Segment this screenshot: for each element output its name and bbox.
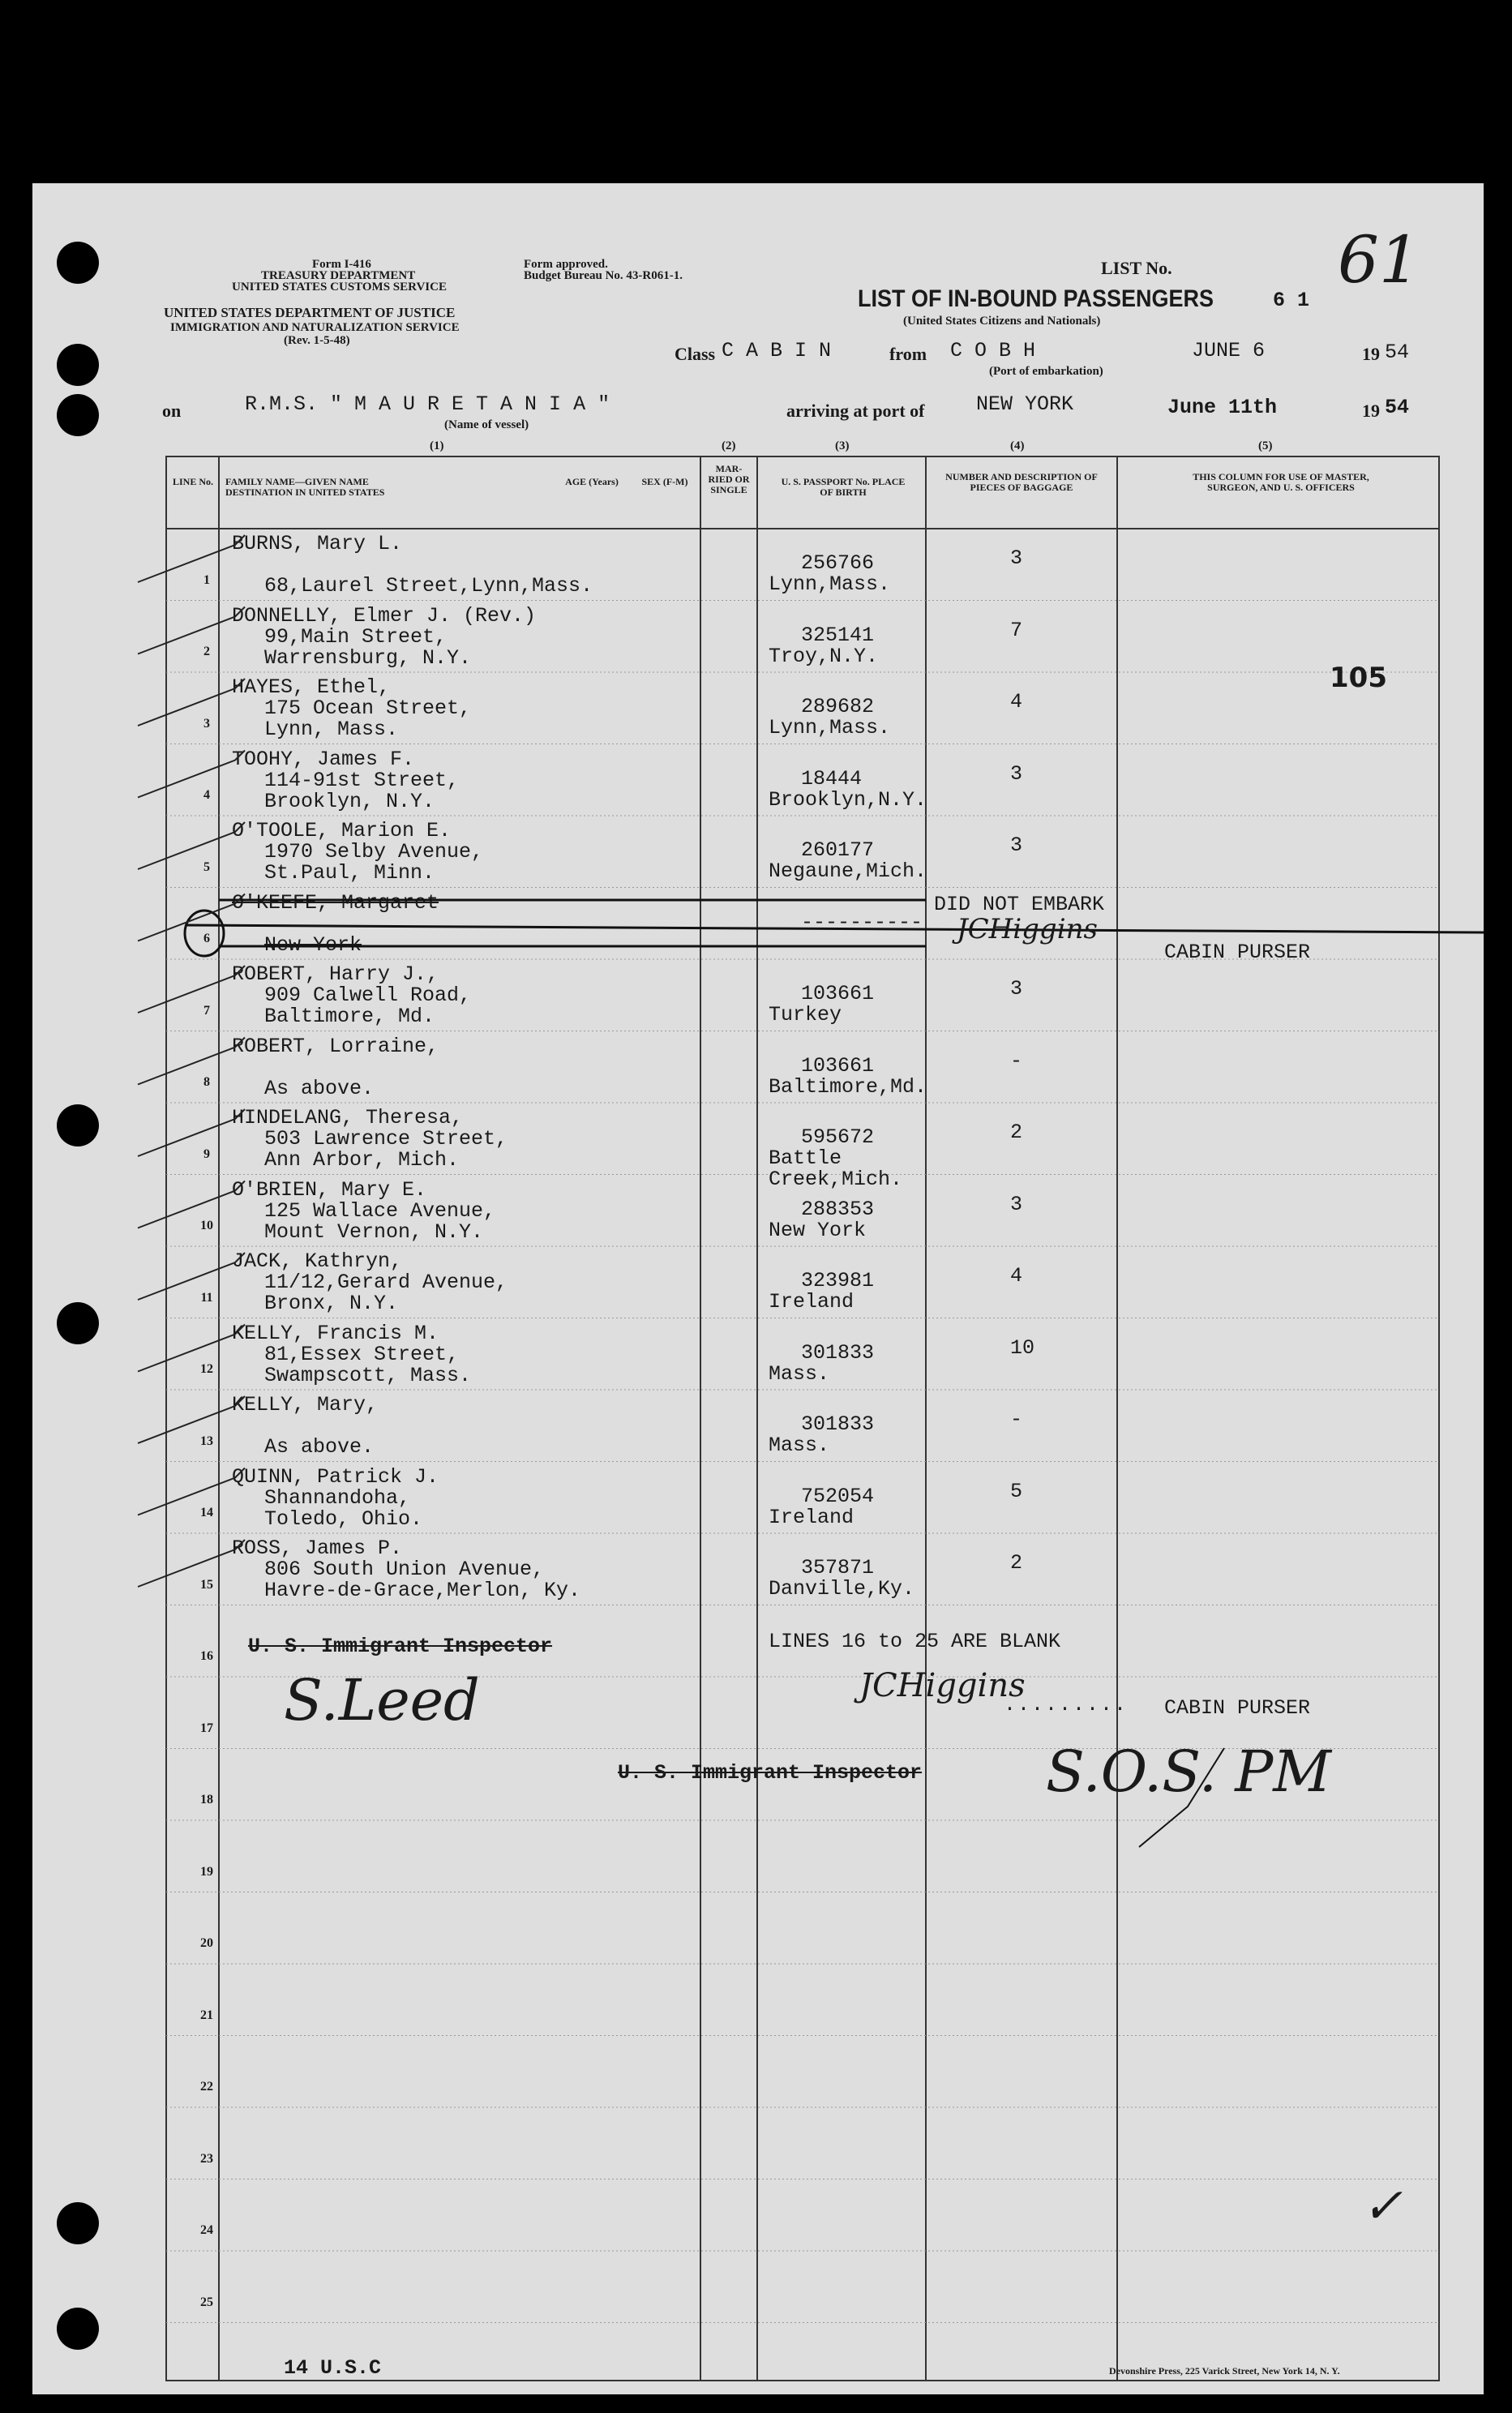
- line-number: 15: [200, 1577, 213, 1592]
- blank-lines-note: LINES 16 to 25 ARE BLANK: [769, 1630, 1061, 1653]
- manifest-page: [32, 183, 1484, 2394]
- passenger-address-line-1: 125 Wallace Avenue,: [264, 1198, 496, 1223]
- passport-number: 301833: [801, 1412, 875, 1436]
- baggage-count: 4: [1010, 690, 1023, 714]
- header-passport: U. S. PASSPORT No. PLACE OF BIRTH: [781, 476, 906, 498]
- passenger-address-line-2: Lynn, Mass.: [264, 718, 399, 741]
- arrival-year: 54: [1385, 396, 1410, 419]
- tick-stroke: [138, 822, 245, 869]
- place-of-birth: Battle Creek,Mich.: [769, 1146, 903, 1191]
- year-prefix: 19: [1362, 344, 1380, 364]
- annotation-marks: [32, 183, 1484, 2394]
- baggage-count: 3: [1010, 977, 1023, 1001]
- passenger-address-line-1: 1970 Selby Avenue,: [264, 840, 484, 864]
- line-number: 3: [203, 716, 210, 731]
- baggage-count: 10: [1010, 1335, 1035, 1360]
- line-number: 6: [203, 932, 210, 945]
- passport-number: 289682: [801, 695, 875, 718]
- passenger-name: O'BRIEN, Mary E.: [232, 1177, 427, 1202]
- place-of-birth: Ireland: [769, 1290, 855, 1314]
- passport-number: 103661: [801, 982, 875, 1005]
- baggage-count: 3: [1010, 546, 1023, 570]
- passenger-address-line-2: Baltimore, Md.: [264, 1005, 435, 1028]
- vessel-caption: (Name of vessel): [444, 418, 529, 431]
- line-number: 25: [200, 2295, 213, 2309]
- header-officers: THIS COLUMN FOR USE OF MASTER, SURGEON, AND U. S. OFFICERS: [1193, 471, 1369, 493]
- passenger-name: ROBERT, Lorraine,: [232, 1034, 439, 1058]
- place-of-birth: Troy,N.Y.: [769, 644, 879, 668]
- signature-dots: .........: [1004, 1693, 1129, 1717]
- line-number: 17: [200, 1721, 213, 1735]
- baggage-count: 3: [1010, 834, 1023, 857]
- passport-number: 752054: [801, 1484, 875, 1508]
- on-label: on: [162, 401, 182, 421]
- class-value: C A B I N: [722, 339, 832, 362]
- passenger-address-line-2: Havre-de-Grace,Merlon, Ky.: [264, 1579, 581, 1602]
- passenger-name: ROSS, James P.: [232, 1537, 403, 1560]
- tick-stroke: [138, 607, 245, 654]
- footer-code: 14 U.S.C: [284, 2356, 382, 2380]
- line-number: 20: [200, 1936, 213, 1950]
- baggage-count: DID NOT EMBARK: [934, 892, 1105, 916]
- tick-stroke: [138, 679, 245, 726]
- cabin-purser-label-2: CABIN PURSER: [1164, 1696, 1311, 1720]
- passenger-name: JACK, Kathryn,: [232, 1249, 403, 1273]
- place-of-birth: Negaune,Mich.: [769, 859, 927, 883]
- passport-number: 595672: [801, 1125, 875, 1149]
- inspector-signature-2: S.O.S. PM: [1046, 1738, 1331, 1805]
- col-num-3: (3): [835, 439, 850, 452]
- arrival-date: June 11th: [1167, 396, 1278, 419]
- passenger-name: HAYES, Ethel,: [232, 675, 391, 699]
- passenger-address-line-1: 909 Calwell Road,: [264, 984, 472, 1007]
- line-number: 14: [200, 1506, 213, 1519]
- place-of-birth: Danville,Ky.: [769, 1577, 915, 1601]
- passport-number: 301833: [801, 1340, 875, 1365]
- baggage-count: 7: [1010, 618, 1023, 642]
- header-sex: SEX (F-M): [641, 476, 688, 487]
- header-name: FAMILY NAME—GIVEN NAME DESTINATION IN UNITED STATES: [225, 476, 385, 498]
- inspector-label-2: U. S. Immigrant Inspector: [618, 1761, 923, 1785]
- passenger-name: HINDELANG, Theresa,: [232, 1106, 464, 1129]
- place-of-birth: Mass.: [769, 1361, 830, 1386]
- passenger-name: KELLY, Mary,: [232, 1393, 379, 1417]
- line-number: 9: [203, 1146, 210, 1161]
- passport-number: ----------: [801, 910, 923, 934]
- passenger-address-line-2: Toledo, Ohio.: [264, 1507, 423, 1531]
- line-number: 16: [200, 1649, 213, 1663]
- baggage-count: 2: [1010, 1551, 1023, 1575]
- passport-number: 256766: [801, 551, 875, 575]
- passenger-name: ROBERT, Harry J.,: [232, 962, 439, 986]
- list-no-value: 6 1: [1273, 289, 1310, 312]
- purser-signature-2: JCHiggins: [859, 1667, 1026, 1704]
- passenger-name: TOOHY, James F.: [232, 747, 415, 771]
- passenger-name: KELLY, Francis M.: [232, 1321, 439, 1345]
- line-number: 7: [203, 1003, 210, 1018]
- budget-bureau: Budget Bureau No. 43-R061-1.: [524, 269, 683, 282]
- line-number: 23: [200, 2151, 213, 2166]
- vessel-name: R.M.S. " M A U R E T A N I A ": [245, 392, 610, 416]
- passenger-address-line-2: Ann Arbor, Mich.: [264, 1148, 460, 1172]
- baggage-count: 4: [1010, 1264, 1023, 1288]
- printer-imprint: Devonshire Press, 225 Varick Street, New York 14, N. Y.: [1109, 2365, 1340, 2377]
- strikethrough-line: [186, 925, 1484, 932]
- line-number: 12: [200, 1362, 213, 1376]
- passenger-name: DONNELLY, Elmer J. (Rev.): [232, 603, 537, 628]
- place-of-birth: Lynn,Mass.: [769, 572, 891, 596]
- form-number: Form I-416: [312, 258, 371, 271]
- passenger-name: QUINN, Patrick J.: [232, 1464, 439, 1489]
- passenger-address-line-2: New York: [264, 932, 362, 957]
- tick-stroke: [138, 1253, 245, 1300]
- place-of-birth: Ireland: [769, 1505, 855, 1529]
- passenger-address-line-1: 175 Ocean Street,: [264, 696, 472, 720]
- passport-number: 103661: [801, 1053, 875, 1078]
- form-approved: Form approved.: [524, 258, 608, 271]
- header-baggage: NUMBER AND DESCRIPTION OF PIECES OF BAGGAGE: [945, 471, 1098, 493]
- baggage-count: 2: [1010, 1121, 1023, 1144]
- line-number: 13: [200, 1434, 213, 1448]
- line-number: 24: [200, 2223, 213, 2237]
- line-number: 10: [200, 1219, 213, 1232]
- tick-stroke: [138, 535, 245, 582]
- tick-stroke: [138, 1468, 245, 1515]
- passport-number: 288353: [801, 1197, 875, 1221]
- baggage-count: 3: [1010, 1192, 1023, 1216]
- passenger-address-line-2: 68,Laurel Street,Lynn,Mass.: [264, 574, 593, 598]
- embark-date: JUNE 6: [1192, 339, 1266, 362]
- passenger-address-line-1: Shannandoha,: [264, 1485, 411, 1510]
- tick-stroke: [138, 1540, 245, 1587]
- passenger-address-line-1: 81,Essex Street,: [264, 1342, 460, 1366]
- baggage-count: -: [1010, 1408, 1023, 1431]
- tick-stroke: [138, 1109, 245, 1156]
- passenger-address-line-1: 99,Main Street,: [264, 624, 448, 649]
- line-number: 2: [203, 645, 210, 658]
- place-of-birth: Turkey: [769, 1003, 842, 1026]
- place-of-birth: Lynn,Mass.: [769, 716, 891, 739]
- passenger-address-line-1: 114-91st Street,: [264, 768, 460, 792]
- ins-name: IMMIGRATION AND NATURALIZATION SERVICE: [170, 321, 460, 334]
- baggage-count: 5: [1010, 1479, 1023, 1503]
- dept-justice: UNITED STATES DEPARTMENT OF JUSTICE: [164, 305, 456, 320]
- passenger-address-line-2: Bronx, N.Y.: [264, 1292, 399, 1315]
- col-num-2: (2): [722, 439, 736, 452]
- tick-stroke: [138, 751, 245, 798]
- purser-signature: JCHiggins: [957, 913, 1098, 945]
- line-number: 8: [203, 1075, 210, 1089]
- passenger-address-line-2: St.Paul, Minn.: [264, 861, 435, 885]
- place-of-birth: Mass.: [769, 1434, 830, 1457]
- place-of-birth: New York: [769, 1218, 867, 1242]
- dept-treasury: TREASURY DEPARTMENT: [261, 269, 416, 282]
- passport-number: 323981: [801, 1269, 875, 1292]
- header-age: AGE (Years): [565, 476, 619, 487]
- col-num-4: (4): [1010, 439, 1025, 452]
- passenger-address-line-1: 806 South Union Avenue,: [264, 1558, 545, 1581]
- stamp-number: 105: [1330, 662, 1387, 694]
- rev-date: (Rev. 1-5-48): [284, 334, 350, 347]
- line-number: 21: [200, 2008, 213, 2022]
- passenger-address-line-1: 11/12,Gerard Avenue,: [264, 1271, 508, 1294]
- list-no-label: LIST No.: [1101, 258, 1172, 278]
- passenger-address-line-1: 503 Lawrence Street,: [264, 1127, 508, 1151]
- embark-year: 54: [1385, 341, 1410, 364]
- list-subtitle: (United States Citizens and Nationals): [903, 315, 1101, 328]
- tick-stroke: [138, 966, 245, 1013]
- header-married: MAR-RIED OR SINGLE: [708, 463, 750, 495]
- baggage-count: 3: [1010, 761, 1023, 786]
- cabin-purser-label: CABIN PURSER: [1164, 941, 1311, 964]
- passport-number: 18444: [801, 766, 863, 791]
- passport-number: 325141: [801, 623, 875, 647]
- list-title: LIST OF IN-BOUND PASSENGERS: [858, 285, 1214, 312]
- baggage-count: -: [1010, 1048, 1023, 1073]
- inspector-label-1: U. S. Immigrant Inspector: [248, 1635, 553, 1658]
- header-line-no: LINE No.: [172, 476, 213, 487]
- dept-customs: UNITED STATES CUSTOMS SERVICE: [232, 281, 447, 294]
- line-number: 18: [200, 1793, 213, 1807]
- line-number: 11: [200, 1290, 213, 1305]
- passport-number: 357871: [801, 1556, 875, 1579]
- passenger-address-line-2: Brooklyn, N.Y.: [264, 789, 435, 813]
- port-caption: (Port of embarkation): [989, 365, 1103, 378]
- place-of-birth: Brooklyn,N.Y.: [769, 787, 927, 812]
- passenger-name: O'TOOLE, Marion E.: [232, 819, 452, 842]
- place-of-birth: Baltimore,Md.: [769, 1074, 927, 1099]
- tick-stroke: [138, 1396, 245, 1443]
- from-label: from: [889, 344, 927, 364]
- line-number: 19: [200, 1864, 213, 1879]
- passenger-address-line-2: Warrensburg, N.Y.: [264, 645, 472, 670]
- arrival-port: NEW YORK: [976, 392, 1074, 416]
- passenger-name: O'KEEFE, Margaret: [232, 890, 439, 915]
- list-no-handwritten: 61: [1338, 222, 1420, 298]
- passenger-address-line-2: Mount Vernon, N.Y.: [264, 1219, 484, 1244]
- line-number: 1: [203, 572, 210, 587]
- tick-stroke: [138, 1325, 245, 1372]
- line-number: 4: [203, 788, 210, 802]
- tick-stroke: [138, 1181, 245, 1228]
- inspector-signature-1: S.Leed: [284, 1667, 480, 1734]
- arriving-label: arriving at port of: [786, 401, 925, 421]
- class-label: Class: [675, 344, 716, 364]
- passenger-address-line-2: As above.: [264, 1435, 375, 1459]
- embark-port: C O B H: [950, 339, 1036, 362]
- passenger-name: BURNS, Mary L.: [232, 532, 403, 555]
- col-num-1: (1): [430, 439, 444, 452]
- passenger-address-line-2: Swampscott, Mass.: [264, 1363, 472, 1387]
- passport-number: 260177: [801, 838, 875, 862]
- col-num-5: (5): [1258, 439, 1273, 452]
- line-number: 22: [200, 2080, 213, 2094]
- arrival-year-prefix: 19: [1362, 401, 1380, 421]
- line-number: 5: [203, 859, 210, 874]
- circle-mark: [185, 911, 224, 956]
- passenger-address-line-2: As above.: [264, 1076, 375, 1100]
- check-mark: ✓: [1362, 2178, 1403, 2235]
- tick-stroke: [138, 1038, 245, 1085]
